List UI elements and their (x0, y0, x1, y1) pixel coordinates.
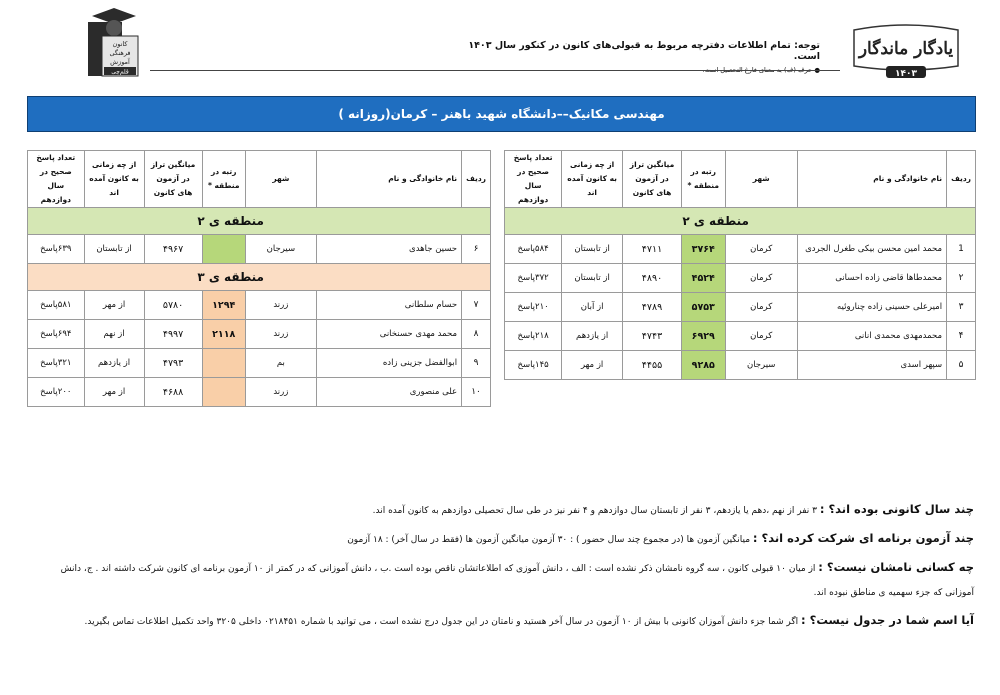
col-joined: از چه زمانی به کانون آمده اند (84, 151, 144, 208)
cell-answers: ۶۹۴پاسخ (28, 320, 85, 349)
cell-avg: ۴۶۸۸ (144, 378, 202, 407)
col-name: نام خانوادگی و نام (797, 151, 946, 208)
cell-name: محمد مهدی حسنخانی (316, 320, 461, 349)
cell-joined: از مهر (84, 378, 144, 407)
cell-avg: ۴۷۱۱ (623, 235, 682, 264)
region-row (28, 264, 491, 291)
cell-avg: ۵۷۸۰ (144, 291, 202, 320)
cell-city: سیرجان (725, 351, 797, 380)
cell-city: کرمان (725, 264, 797, 293)
cell-city: کرمان (725, 293, 797, 322)
cell-idx: ۱۰ (462, 378, 491, 407)
cell-answers: ۵۸۴پاسخ (505, 235, 562, 264)
table-header-row (28, 151, 491, 208)
cell-name: حسین جاهدی (316, 235, 461, 264)
table-row (28, 349, 491, 378)
region-label: منطقه ی ۲ (505, 208, 976, 235)
cell-avg: ۴۸۹۰ (623, 264, 682, 293)
note-answer: از میان ۱۰ قبولی کانون ، سه گروه نامشان ذکر نشده است : الف ، دانش آموزی که اطلاعاتشان ناقص بوده است .ب ، دانش آموزانی که در کمتر از ۱۰ آزمون برنامه ای کانون شرکت داشته اند . ج، دانش آموزانی که جزء سهمیه ی مناطق نبوده اند. (60, 564, 974, 598)
cell-idx: ۳ (947, 293, 976, 322)
cell-answers: ۳۷۲پاسخ (505, 264, 562, 293)
cell-idx: ۶ (462, 235, 491, 264)
table-row (28, 320, 491, 349)
note-question: چه کسانی نامشان نیست؟ : (818, 560, 974, 574)
header-notice (460, 40, 820, 74)
cell-rank: ۲۱۱۸ (202, 320, 245, 349)
page-title: مهندسی مکانیک––دانشگاه شهید باهنر – کرمان(روزانه ) (27, 96, 976, 132)
table-row (505, 293, 976, 322)
cell-name: محمدمهدی محمدی انانی (797, 322, 946, 351)
cell-joined: از تابستان (562, 235, 623, 264)
kanoon-logo-line-1: کانون (112, 40, 128, 48)
table-row (505, 235, 976, 264)
cell-idx: 1 (947, 235, 976, 264)
cell-joined: از یازدهم (562, 322, 623, 351)
cell-city: زرند (245, 291, 316, 320)
table-row (28, 291, 491, 320)
cell-city: زرند (245, 378, 316, 407)
kanoon-logo-line-4: قلم‌چی (111, 68, 129, 76)
note-paragraph (30, 555, 974, 605)
kanoon-logo-line-3: آموزش (110, 58, 130, 66)
cell-joined: از آبان (562, 293, 623, 322)
cell-name: علی منصوری (316, 378, 461, 407)
cell-answers: ۳۲۱پاسخ (28, 349, 85, 378)
note-question: چند سال کانونی بوده اند؟ : (819, 502, 974, 516)
cell-answers: ۶۳۹پاسخ (28, 235, 85, 264)
cell-joined: از تابستان (84, 235, 144, 264)
col-idx: ردیف (462, 151, 491, 208)
note-question: چند آزمون برنامه ای شرکت کرده اند؟ : (752, 531, 974, 545)
region-label: منطقه ی ۳ (28, 264, 491, 291)
col-avg: میانگین تراز در آزمون های کانون (144, 151, 202, 208)
region-label: منطقه ی ۲ (28, 208, 491, 235)
cell-joined: از تابستان (562, 264, 623, 293)
cell-avg: ۴۷۴۳ (623, 322, 682, 351)
yadegar-mandegar-logo (850, 22, 962, 80)
cell-rank: ۹۲۸۵ (681, 351, 725, 380)
cell-city: کرمان (725, 322, 797, 351)
cell-name: ابوالفضل جزینی زاده (316, 349, 461, 378)
results-table-right (504, 150, 976, 380)
col-name: نام خانوادگی و نام (316, 151, 461, 208)
cell-answers: ۱۴۵پاسخ (505, 351, 562, 380)
table-header-row (505, 151, 976, 208)
note-answer: اگر شما جزء دانش آموزان کانونی با بیش از ۱۰ آزمون در سال آخر هستید و نامتان در این جدول درج نشده است ، می توانید با شماره ۰۲۱۸۴۵۱ داخلی ۳۲۰۵ واحد تکمیل اطلاعات تماس بگیرید. (84, 617, 802, 627)
cell-city: بم (245, 349, 316, 378)
results-table-left (27, 150, 491, 407)
col-idx: ردیف (947, 151, 976, 208)
cell-name: حسام سلطانی (316, 291, 461, 320)
cell-answers: ۲۱۰پاسخ (505, 293, 562, 322)
col-rank: رتبه در منطقه * (681, 151, 725, 208)
cell-idx: ۸ (462, 320, 491, 349)
region-row (28, 208, 491, 235)
cell-idx: ۲ (947, 264, 976, 293)
cell-avg: ۴۴۵۵ (623, 351, 682, 380)
cell-rank: ۴۵۲۴ (681, 264, 725, 293)
cell-city: سیرجان (245, 235, 316, 264)
col-avg: میانگین تراز در آزمون های کانون (623, 151, 682, 208)
col-rank: رتبه در منطقه * (202, 151, 245, 208)
cell-idx: ۹ (462, 349, 491, 378)
notice-line-2: ● حرف (ف) به معنای فارغ التحصیل است. (702, 66, 820, 74)
cell-joined: از یازدهم (84, 349, 144, 378)
cell-name: سپهر اسدی (797, 351, 946, 380)
kanoon-logo-line-2: فرهنگی (109, 49, 131, 57)
notes-section (30, 497, 974, 637)
cell-rank (202, 235, 245, 264)
cell-rank: ۵۷۵۳ (681, 293, 725, 322)
col-answers: تعداد پاسخ صحیح در سال دوازدهم (505, 151, 562, 208)
cell-joined: از مهر (562, 351, 623, 380)
col-city: شهر (245, 151, 316, 208)
cell-name: محمدطاها قاضی زاده احسانی (797, 264, 946, 293)
table-row (505, 351, 976, 380)
cell-rank (202, 349, 245, 378)
cell-rank: ۳۷۶۴ (681, 235, 725, 264)
cell-city: کرمان (725, 235, 797, 264)
notice-line-1: توجه: تمام اطلاعات دفترچه مربوط به قبولی‌های کانون در کنکور سال ۱۴۰۳ است. (468, 40, 820, 62)
cell-answers: ۵۸۱پاسخ (28, 291, 85, 320)
cell-idx: ۵ (947, 351, 976, 380)
note-answer: میانگین آزمون ها (در مجموع چند سال حضور ) : ۳۰ آزمون میانگین آزمون ها (فقط در سال آخر) : ۱۸ آزمون (347, 535, 753, 545)
col-answers: تعداد پاسخ صحیح در سال دوازدهم (28, 151, 85, 208)
cell-avg: ۴۷۸۹ (623, 293, 682, 322)
table-row (505, 322, 976, 351)
region-row (505, 208, 976, 235)
cell-answers: ۲۰۰پاسخ (28, 378, 85, 407)
table-row (505, 264, 976, 293)
cell-rank: ۱۲۹۴ (202, 291, 245, 320)
col-joined: از چه زمانی به کانون آمده اند (562, 151, 623, 208)
note-answer: ۳ نفر از نهم ،دهم یا یازدهم، ۳ نفر از تابستان سال دوازدهم و ۴ نفر نیز در طی سال تحصیلی دوازدهم به کانون آمده اند. (372, 506, 820, 516)
logo-text: یادگار ماندگار (858, 39, 954, 59)
kanoon-logo (84, 6, 142, 78)
cell-avg: ۴۹۶۷ (144, 235, 202, 264)
cell-avg: ۴۷۹۳ (144, 349, 202, 378)
note-paragraph (30, 608, 974, 634)
cell-idx: ۴ (947, 322, 976, 351)
note-paragraph (30, 526, 974, 552)
cell-rank (202, 378, 245, 407)
table-row (28, 235, 491, 264)
header-divider (150, 70, 840, 71)
note-paragraph (30, 497, 974, 523)
col-city: شهر (725, 151, 797, 208)
table-row (28, 378, 491, 407)
note-question: آیا اسم شما در جدول نیست؟ : (801, 613, 974, 627)
cell-idx: ۷ (462, 291, 491, 320)
cell-joined: از مهر (84, 291, 144, 320)
cell-rank: ۶۹۲۹ (681, 322, 725, 351)
logo-year: ۱۴۰۳ (895, 69, 917, 79)
cell-name: محمد امین محسن بیکی طغرل الجردی (797, 235, 946, 264)
cell-city: زرند (245, 320, 316, 349)
cell-joined: از نهم (84, 320, 144, 349)
cell-name: امیرعلی حسینی زاده چناروئیه (797, 293, 946, 322)
cell-avg: ۴۹۹۷ (144, 320, 202, 349)
cell-answers: ۲۱۸پاسخ (505, 322, 562, 351)
